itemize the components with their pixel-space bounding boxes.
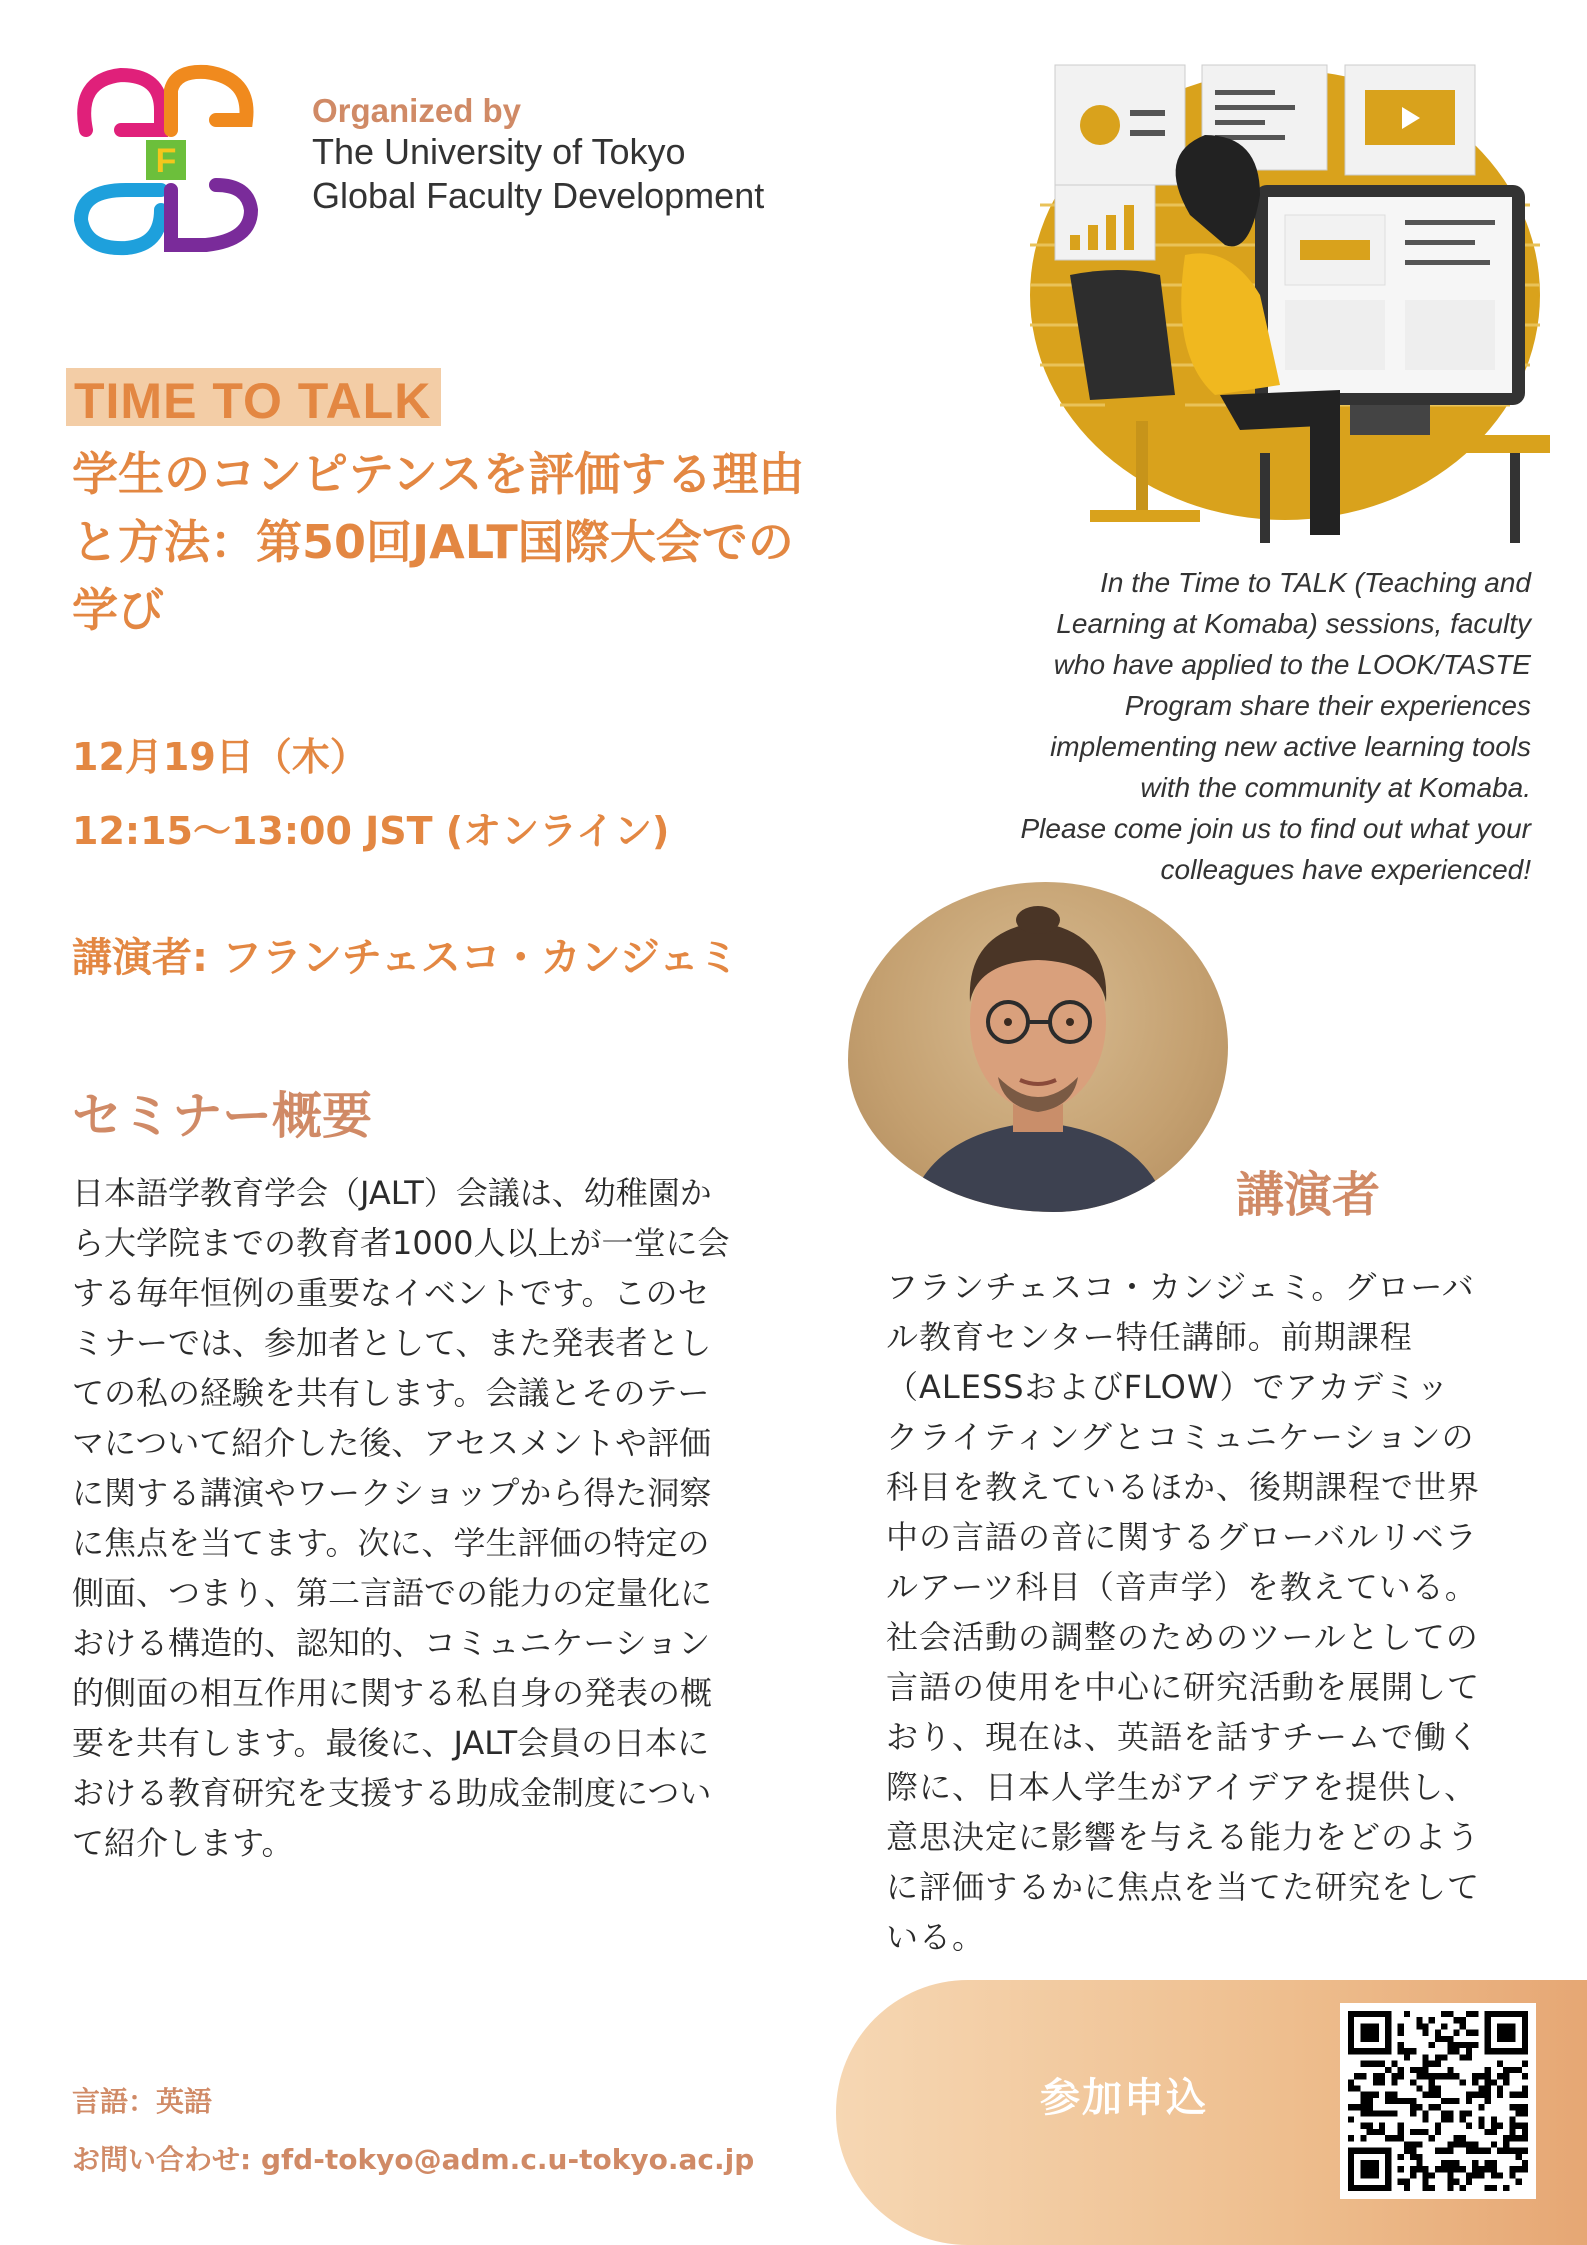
overview-line: 要を共有します。最後に、JALT会員の日本に: [72, 1724, 710, 1762]
overview-line: ての私の経験を共有します。会議とそのテー: [72, 1374, 710, 1412]
series-label: TIME TO TALK: [66, 368, 441, 426]
apply-button-label[interactable]: 参加申込: [1040, 2075, 1208, 2121]
speaker-bio: [886, 1262, 1534, 1962]
overview-line: ミナーでは、参加者として、また発表者とし: [72, 1324, 712, 1362]
organizer-university: The University of Tokyo: [312, 131, 686, 172]
speaker-photo: [848, 882, 1228, 1212]
overview-line: に焦点を当てます。次に、学生評価の特定の: [72, 1524, 710, 1562]
description-line: colleagues have experienced!: [1160, 854, 1531, 885]
overview-line: 側面、つまり、第二言語での能力の定量化に: [72, 1574, 713, 1612]
person-at-computer-illustration: [1010, 55, 1550, 545]
speaker-name-line: 講演者: フランチェスコ・カンジェミ: [72, 935, 739, 981]
description-line: Learning at Komaba) sessions, faculty: [1056, 608, 1531, 639]
description-line: who have applied to the LOOK/TASTE: [1053, 649, 1531, 680]
overview-line: 日本語学教育学会（JALT）会議は、幼稚園か: [72, 1174, 712, 1212]
event-datetime: [72, 720, 669, 868]
overview-line: マについて紹介した後、アセスメントや評価: [72, 1424, 712, 1462]
language-info: 言語：英語: [72, 2085, 213, 2118]
bio-line: ル教育センター特任講師。前期課程: [886, 1318, 1413, 1356]
speaker-heading: 講演者: [1236, 1167, 1381, 1223]
bio-line: 科目を教えているほか、後期課程で世界: [886, 1468, 1481, 1506]
speaker-portrait: [848, 882, 1228, 1212]
event-time: 12:15〜13:00 JST (オンライン): [72, 809, 670, 853]
bio-line: クライティングとコミュニケーションの: [886, 1418, 1475, 1456]
overview-line: おける構造的、認知的、コミュニケーション: [72, 1624, 711, 1662]
title-line: 学び: [72, 583, 164, 637]
bio-line: 中の言語の音に関するグローバルリベラ: [886, 1518, 1478, 1556]
overview-line: 的側面の相互作用に関する私自身の発表の概: [72, 1674, 713, 1712]
description-line: implementing new active learning tools: [1050, 731, 1531, 762]
overview-heading: セミナー概要: [72, 1087, 372, 1145]
title-line: 学生のコンピテンスを評価する理由: [72, 447, 805, 501]
organized-by-label: Organized by: [312, 92, 522, 129]
description-line: Program share their experiences: [1124, 690, 1531, 721]
bio-line: に評価するかに焦点を当てた研究をして: [886, 1868, 1481, 1906]
organizer-block: [312, 92, 764, 218]
title-line: と方法：第50回JALT国際大会での: [72, 515, 794, 569]
bio-line: 言語の使用を中心に研究活動を展開して: [886, 1668, 1481, 1706]
overview-line: に関する講演やワークショップから得た洞察: [72, 1474, 712, 1512]
description-line: with the community at Komaba.: [1140, 772, 1531, 803]
overview-line: おける教育研究を支援する助成金制度につい: [72, 1774, 712, 1812]
registration-qr-code[interactable]: [1340, 2003, 1536, 2199]
bio-line: 社会活動の調整のためのツールとしての: [886, 1618, 1479, 1656]
session-description: [931, 562, 1531, 890]
event-date: 12月19日（木）: [72, 735, 368, 779]
overview-line: ら大学院までの教育者1000人以上が一堂に会: [72, 1224, 730, 1262]
overview-body: [72, 1168, 842, 1868]
organizer-department: Global Faculty Development: [312, 175, 765, 216]
bio-line: （ALESSおよびFLOW）でアカデミッ: [886, 1368, 1450, 1406]
bio-line: いる。: [886, 1918, 986, 1956]
bio-line: ルアーツ科目（音声学）を教えている。: [886, 1568, 1478, 1606]
description-line: Please come join us to find out what your: [1020, 813, 1531, 844]
contact-info[interactable]: お問い合わせ: gfd-tokyo@adm.c.u-tokyo.ac.jp: [72, 2143, 755, 2176]
bio-line: フランチェスコ・カンジェミ。グローバ: [886, 1268, 1475, 1306]
bio-line: 意思決定に影響を与える能力をどのよう: [886, 1818, 1481, 1856]
bio-line: おり、現在は、英語を話すチームで働く: [886, 1718, 1481, 1756]
overview-line: する毎年恒例の重要なイベントです。このセ: [72, 1274, 710, 1312]
svg-text:F: F: [155, 142, 177, 180]
description-line: In the Time to TALK (Teaching and: [1100, 567, 1531, 598]
overview-line: て紹介します。: [72, 1824, 294, 1862]
event-title: [72, 440, 972, 644]
qr-code-icon: [1348, 2011, 1528, 2191]
gfd-logo: [66, 60, 266, 260]
bio-line: 際に、日本人学生がアイデアを提供し、: [886, 1768, 1478, 1806]
